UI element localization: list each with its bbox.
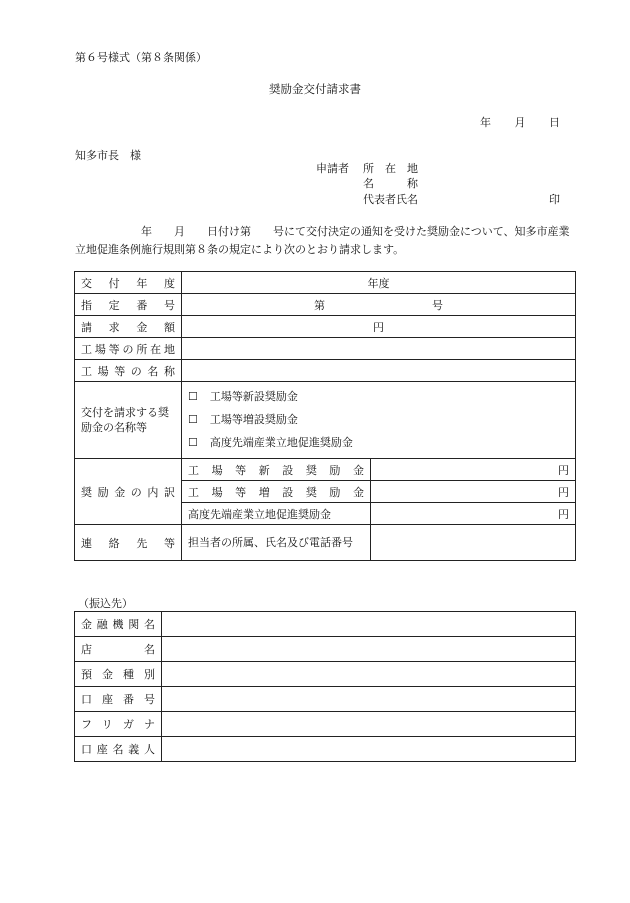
date-month: 月 bbox=[514, 116, 526, 129]
yen-unit: 円 bbox=[558, 463, 569, 477]
table-row bbox=[75, 338, 576, 360]
yen-unit: 円 bbox=[558, 485, 569, 499]
account-type-label: 預金種別 bbox=[75, 662, 162, 687]
table-row bbox=[75, 459, 576, 481]
designation-label: 指定番号 bbox=[75, 294, 182, 316]
form-number: 第６号様式（第８条関係） bbox=[75, 51, 207, 64]
factory-name-field[interactable] bbox=[182, 360, 576, 382]
contact-field[interactable] bbox=[371, 525, 576, 561]
designation-suffix: 号 bbox=[432, 298, 443, 312]
amount-label: 請求金額 bbox=[75, 316, 182, 338]
grant-option-label: 高度先端産業立地促進奨励金 bbox=[209, 436, 353, 449]
designation-field[interactable] bbox=[182, 294, 576, 316]
table-row bbox=[75, 382, 576, 459]
applicant-name-label: 名 称 bbox=[363, 177, 418, 190]
breakdown-item-label: 工場等新設奨励金 bbox=[182, 459, 371, 481]
request-table bbox=[74, 271, 576, 561]
breakdown-amount-field[interactable] bbox=[371, 503, 576, 525]
factory-location-field[interactable] bbox=[182, 338, 576, 360]
breakdown-item-label: 高度先端産業立地促進奨励金 bbox=[182, 503, 371, 525]
grant-name-label: 交付を請求する奨励金の名称等 bbox=[75, 382, 182, 459]
furigana-label: フリガナ bbox=[75, 712, 162, 737]
branch-name-field[interactable] bbox=[162, 637, 576, 662]
grant-options bbox=[182, 382, 576, 459]
factory-name-label: 工場等の名称 bbox=[75, 360, 182, 382]
bank-name-field[interactable] bbox=[162, 612, 576, 637]
table-row bbox=[75, 712, 576, 737]
table-row bbox=[75, 687, 576, 712]
factory-location-label: 工場等の所在地 bbox=[75, 338, 182, 360]
table-row bbox=[75, 294, 576, 316]
contact-label: 連絡先等 bbox=[75, 525, 182, 561]
table-row bbox=[75, 316, 576, 338]
designation-prefix: 第 bbox=[314, 298, 325, 312]
breakdown-label: 奨励金の内訳 bbox=[75, 459, 182, 525]
checkbox[interactable]: ☐ bbox=[188, 390, 198, 403]
bank-heading: （振込先） bbox=[78, 597, 133, 610]
fiscal-year-field[interactable] bbox=[182, 272, 576, 294]
table-row bbox=[75, 662, 576, 687]
seal-mark: 印 bbox=[549, 193, 560, 206]
grant-option[interactable] bbox=[188, 435, 569, 451]
amount-field[interactable] bbox=[182, 316, 576, 338]
date-line bbox=[460, 117, 560, 128]
fiscal-year-unit: 年度 bbox=[367, 276, 390, 290]
checkbox[interactable]: ☐ bbox=[188, 436, 198, 449]
request-statement: 年 月 日付け第 号にて交付決定の通知を受けた奨励金について、知多市産業立地促進条例施行規則第８条の規定により次のとおり請求します。 bbox=[75, 225, 570, 256]
amount-unit: 円 bbox=[373, 320, 384, 334]
account-number-label: 口座番号 bbox=[75, 687, 162, 712]
furigana-field[interactable] bbox=[162, 712, 576, 737]
account-number-field[interactable] bbox=[162, 687, 576, 712]
addressee: 知多市長 様 bbox=[75, 149, 141, 162]
yen-unit: 円 bbox=[558, 507, 569, 521]
date-year: 年 bbox=[480, 116, 491, 129]
grant-option[interactable] bbox=[188, 389, 569, 405]
account-type-field[interactable] bbox=[162, 662, 576, 687]
bank-name-label: 金融機関名 bbox=[75, 612, 162, 637]
grant-option[interactable] bbox=[188, 412, 569, 428]
account-holder-field[interactable] bbox=[162, 737, 576, 762]
breakdown-amount-field[interactable] bbox=[371, 481, 576, 503]
document-title: 奨励金交付請求書 bbox=[269, 82, 361, 96]
table-row bbox=[75, 525, 576, 561]
branch-name-label: 店名 bbox=[75, 637, 162, 662]
grant-option-label: 工場等増設奨励金 bbox=[209, 413, 298, 426]
checkbox[interactable]: ☐ bbox=[188, 413, 198, 426]
applicant-label: 申請者 bbox=[316, 162, 349, 175]
table-row bbox=[75, 360, 576, 382]
grant-option-label: 工場等新設奨励金 bbox=[209, 390, 298, 403]
date-day: 日 bbox=[549, 116, 560, 129]
table-row bbox=[75, 637, 576, 662]
table-row bbox=[75, 737, 576, 762]
applicant-location-label: 所 在 地 bbox=[363, 162, 418, 175]
fiscal-year-label: 交付年度 bbox=[75, 272, 182, 294]
table-row bbox=[75, 272, 576, 294]
table-row bbox=[75, 612, 576, 637]
breakdown-amount-field[interactable] bbox=[371, 459, 576, 481]
account-holder-label: 口座名義人 bbox=[75, 737, 162, 762]
contact-desc: 担当者の所属、氏名及び電話番号 bbox=[182, 525, 371, 561]
breakdown-item-label: 工場等増設奨励金 bbox=[182, 481, 371, 503]
applicant-rep-label: 代表者氏名 bbox=[363, 193, 418, 206]
bank-table bbox=[74, 611, 576, 762]
